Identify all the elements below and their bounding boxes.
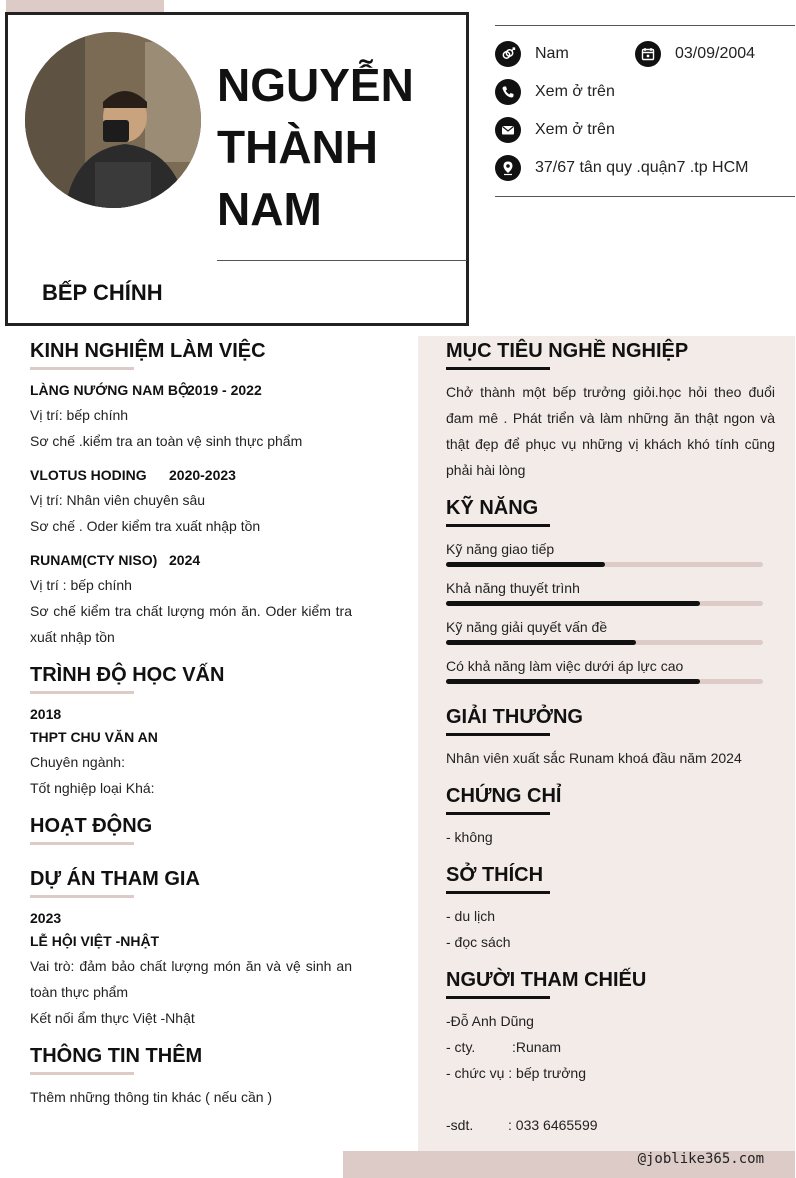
project-year: 2023 xyxy=(30,910,62,926)
gender-value: Nam xyxy=(535,45,569,62)
skill-3-bar xyxy=(446,640,763,645)
objective-rule xyxy=(446,367,550,370)
reference-company-label: - cty. xyxy=(446,1039,476,1055)
skill-3-fill xyxy=(446,640,636,645)
job-2-company: VLOTUS HODING xyxy=(30,467,147,483)
skill-4-label: Có khả năng làm việc dưới áp lực cao xyxy=(446,658,684,674)
activities-title: HOẠT ĐỘNG xyxy=(30,815,153,837)
project-name: LỄ HỘI VIỆT -NHẬT xyxy=(30,933,160,949)
skill-1-bar xyxy=(446,562,763,567)
contact-email xyxy=(495,117,615,143)
skill-2-label: Khả năng thuyết trình xyxy=(446,580,580,596)
contact-dob xyxy=(635,41,755,67)
education-school: THPT CHU VĂN AN xyxy=(30,729,158,745)
education-title: TRÌNH ĐỘ HỌC VẤN xyxy=(30,664,225,686)
job-1-company: LÀNG NƯỚNG NAM BỘ xyxy=(30,382,189,398)
skill-4-bar xyxy=(446,679,763,684)
email-icon xyxy=(495,117,521,143)
job-3-period: 2024 xyxy=(169,552,201,568)
name-line-1: NGUYỄN xyxy=(217,59,414,111)
job-3-role: Vị trí : bếp chính xyxy=(30,577,132,593)
job-1-period: 2019 - 2022 xyxy=(187,382,262,398)
reference-name: -Đỗ Anh Dũng xyxy=(446,1013,534,1029)
hobbies-rule xyxy=(446,891,550,894)
experience-title: KINH NGHIỆM LÀM VIỆC xyxy=(30,340,266,362)
name-divider xyxy=(217,260,467,261)
name-line-2: THÀNH xyxy=(217,121,378,173)
skill-4-fill xyxy=(446,679,700,684)
contact-address xyxy=(495,155,748,181)
full-name xyxy=(217,54,414,240)
reference-position: - chức vụ : bếp trưởng xyxy=(446,1065,586,1081)
skill-1-label: Kỹ năng giao tiếp xyxy=(446,541,555,557)
certificates-title: CHỨNG CHỈ xyxy=(446,785,562,807)
email-value: Xem ở trên xyxy=(535,121,615,138)
education-major: Chuyên ngành: xyxy=(30,754,125,770)
more-info-rule xyxy=(30,1072,134,1075)
education-grade: Tốt nghiệp loại Khá: xyxy=(30,780,155,796)
more-info-title: THÔNG TIN THÊM xyxy=(30,1045,203,1067)
contact-phone xyxy=(495,79,615,105)
job-2-period: 2020-2023 xyxy=(169,467,236,483)
objective-text: Chở thành một bếp trưởng giỏi.học hỏi theo đuổi đam mê . Phát triển và làm những ăn thật ngon và thật đẹp để phục vụ những vị khách khó tính cũng phải hài lòng xyxy=(446,384,775,478)
activities-rule xyxy=(30,842,134,845)
job-1-role: Vị trí: bếp chính xyxy=(30,407,129,423)
more-info-text: Thêm những thông tin khác ( nếu cần ) xyxy=(30,1089,273,1105)
reference-phone-value: : 033 6465599 xyxy=(508,1117,598,1133)
awards-title: GIẢI THƯỞNG xyxy=(446,706,583,728)
avatar-photo xyxy=(25,32,201,208)
hobbies-title: SỞ THÍCH xyxy=(446,864,544,886)
education-year: 2018 xyxy=(30,706,62,722)
hobby-2: - đọc sách xyxy=(446,934,511,950)
awards-rule xyxy=(446,733,550,736)
job-title: BẾP CHÍNH xyxy=(42,280,163,305)
skills-title: KỸ NĂNG xyxy=(446,497,539,519)
references-rule xyxy=(446,996,550,999)
skill-2-bar xyxy=(446,601,763,606)
awards-text: Nhân viên xuất sắc Runam khoá đầu năm 2024 xyxy=(446,750,742,766)
job-3-desc: Sơ chế kiểm tra chất lượng món ăn. Oder kiểm tra xuất nhập tồn xyxy=(30,603,352,645)
phone-icon xyxy=(495,79,521,105)
reference-phone-label: -sdt. xyxy=(446,1117,474,1133)
location-pin-icon xyxy=(495,155,521,181)
job-3-company: RUNAM(CTY NISO) xyxy=(30,552,158,568)
project-desc: Kết nối ẩm thực Việt -Nhật xyxy=(30,1010,195,1026)
avatar xyxy=(25,32,201,208)
footer-website[interactable]: @joblike365.com xyxy=(637,1151,764,1167)
address-value: 37/67 tân quy .quận7 .tp HCM xyxy=(535,159,749,176)
calendar-icon xyxy=(635,41,661,67)
education-rule xyxy=(30,691,134,694)
job-2-role: Vị trí: Nhân viên chuyên sâu xyxy=(30,492,206,508)
phone-value: Xem ở trên xyxy=(535,83,615,100)
skill-2-fill xyxy=(446,601,700,606)
hobby-1: - du lịch xyxy=(446,908,496,924)
project-role: Vai trò: đảm bảo chất lượng món ăn và vệ sinh an toàn thực phẩm xyxy=(30,958,352,1000)
projects-title: DỰ ÁN THAM GIA xyxy=(30,868,200,890)
skill-1-fill xyxy=(446,562,605,567)
contact-gender xyxy=(495,41,569,67)
gender-icon xyxy=(495,41,521,67)
certificates-text: - không xyxy=(446,829,493,845)
certificates-rule xyxy=(446,812,550,815)
skill-3-label: Kỹ năng giải quyết vấn đề xyxy=(446,619,608,635)
dob-value: 03/09/2004 xyxy=(675,45,756,62)
projects-rule xyxy=(30,895,134,898)
objective-title: MỤC TIÊU NGHỀ NGHIỆP xyxy=(446,340,689,362)
skills-rule xyxy=(446,524,550,527)
name-line-3: NAM xyxy=(217,183,322,235)
job-2-desc: Sơ chế . Oder kiểm tra xuất nhập tồn xyxy=(30,518,261,534)
references-title: NGƯỜI THAM CHIẾU xyxy=(446,969,647,991)
experience-rule xyxy=(30,367,134,370)
reference-company-value: :Runam xyxy=(512,1039,562,1055)
job-1-desc: Sơ chế .kiểm tra an toàn vệ sinh thực phẩm xyxy=(30,433,303,449)
